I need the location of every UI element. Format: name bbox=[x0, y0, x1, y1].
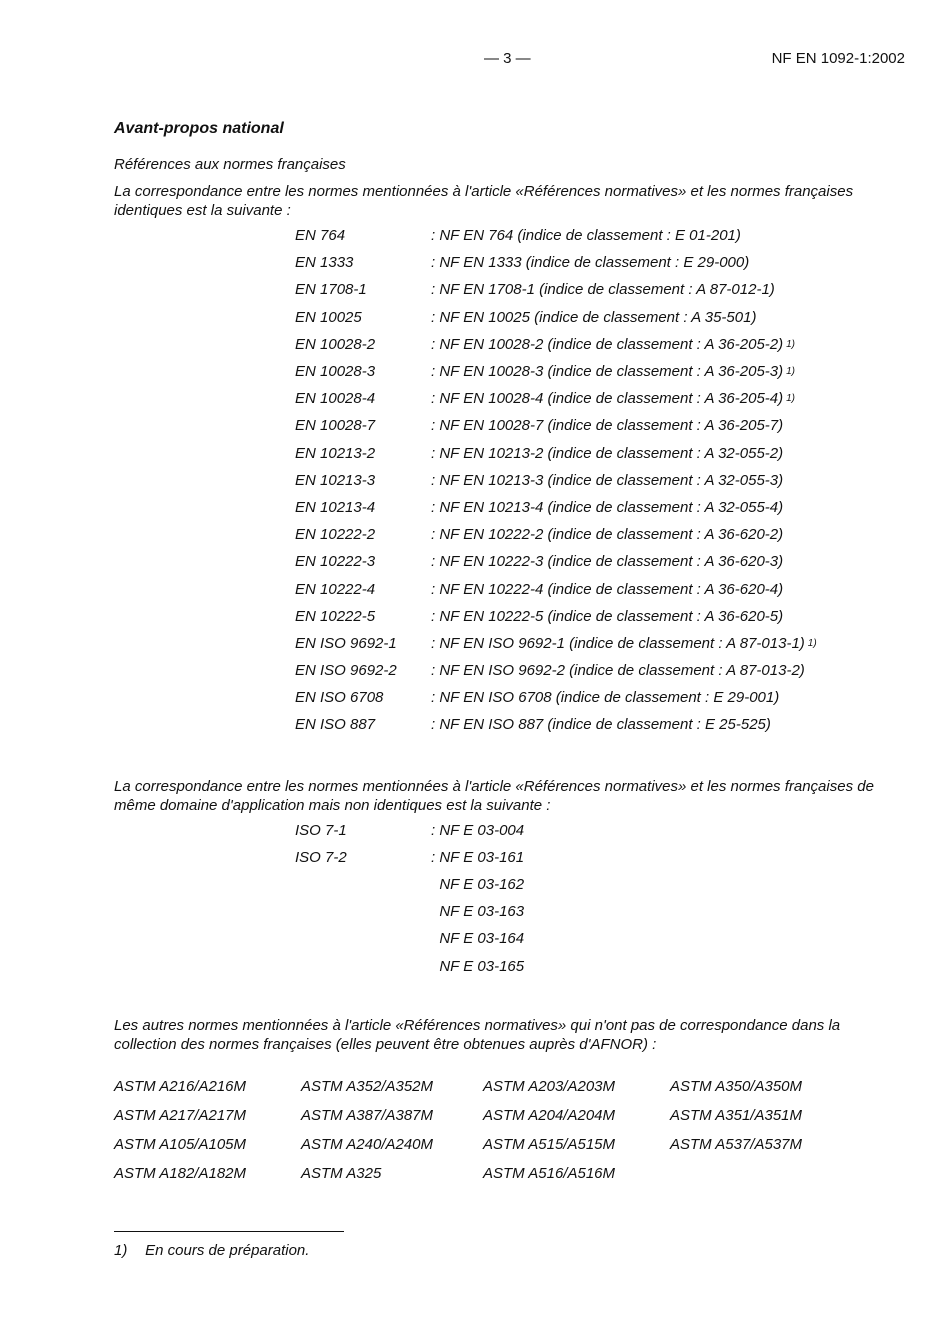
astm-standard: ASTM A387/A387M bbox=[301, 1106, 434, 1124]
french-standard-equivalent: : NF E 03-004 bbox=[431, 821, 525, 839]
european-standard-code: EN ISO 9692-2 bbox=[295, 662, 397, 680]
french-standard-equivalent: : NF EN 1333 (indice de classement : E 29-000) bbox=[431, 254, 750, 272]
european-standard-code: EN ISO 9692-1 bbox=[295, 634, 397, 652]
french-standard-equivalent: NF E 03-163 bbox=[431, 903, 525, 921]
astm-standard: ASTM A240/A240M bbox=[301, 1135, 434, 1153]
french-standard-equivalent: : NF EN 10222-3 (indice de classement : A 36-620-3) bbox=[431, 553, 784, 571]
astm-standard: ASTM A204/A204M bbox=[483, 1106, 616, 1124]
french-standard-equivalent: : NF EN 10213-2 (indice de classement : A 32-055-2) bbox=[431, 444, 784, 462]
identical-intro: La correspondance entre les normes mentionnées à l'article «Références normatives» et les normes françaises identiques est la suivante : bbox=[114, 183, 854, 219]
french-standard-equivalent: : NF EN 10028-7 (indice de classement : A 36-205-7) bbox=[431, 417, 784, 435]
french-standard-equivalent: : NF EN 10222-4 (indice de classement : A 36-620-4) bbox=[431, 580, 784, 598]
french-standard-equivalent: : NF EN ISO 6708 (indice de classement : E 29-001) bbox=[431, 689, 780, 707]
astm-standard: ASTM A105/A105M bbox=[114, 1135, 247, 1153]
european-standard-code: EN 10222-2 bbox=[295, 526, 376, 544]
reference-row bbox=[295, 898, 906, 925]
reference-row bbox=[295, 925, 906, 952]
reference-row bbox=[295, 494, 906, 521]
french-standard-equivalent: : NF EN 10222-2 (indice de classement : A 36-620-2) bbox=[431, 526, 784, 544]
page-number: — 3 — bbox=[484, 50, 531, 67]
astm-standard: ASTM A351/A351M bbox=[670, 1106, 803, 1124]
reference-row bbox=[295, 440, 906, 467]
french-standard-equivalent: : NF E 03-161 bbox=[431, 848, 525, 866]
european-standard-code: EN 10028-4 bbox=[295, 390, 376, 408]
french-standard-equivalent: : NF EN 10213-4 (indice de classement : A 32-055-4) bbox=[431, 498, 784, 516]
section-title: Avant-propos national bbox=[114, 120, 284, 137]
astm-standard: ASTM A352/A352M bbox=[301, 1077, 434, 1095]
footnote-separator bbox=[114, 1231, 344, 1232]
reference-row bbox=[295, 575, 906, 602]
reference-row bbox=[295, 657, 906, 684]
european-standard-code: EN 10222-4 bbox=[295, 580, 376, 598]
reference-row bbox=[295, 630, 906, 657]
footnote bbox=[114, 1242, 309, 1259]
reference-row bbox=[295, 817, 906, 844]
footnote-marker: 1) bbox=[786, 366, 796, 378]
reference-row bbox=[295, 222, 906, 249]
european-standard-code: ISO 7-1 bbox=[295, 821, 347, 839]
european-standard-code: EN 764 bbox=[295, 227, 346, 245]
reference-row bbox=[295, 711, 906, 738]
footnote-marker: 1) bbox=[786, 338, 796, 350]
reference-row bbox=[295, 304, 906, 331]
european-standard-code: EN 1708-1 bbox=[295, 281, 367, 299]
french-standard-equivalent: : NF EN 10028-3 (indice de classement : A 36-205-3) bbox=[431, 363, 784, 381]
reference-row bbox=[295, 684, 906, 711]
european-standard-code: EN 10222-5 bbox=[295, 607, 376, 625]
astm-standard: ASTM A350/A350M bbox=[670, 1077, 803, 1095]
european-standard-code: EN 10028-7 bbox=[295, 417, 376, 435]
french-standard-equivalent: : NF EN ISO 9692-1 (indice de classement : A 87-013-1) bbox=[431, 634, 805, 652]
astm-standard: ASTM A203/A203M bbox=[483, 1077, 616, 1095]
european-standard-code: EN 10213-3 bbox=[295, 471, 376, 489]
reference-row bbox=[295, 385, 906, 412]
european-standard-code: EN 10025 bbox=[295, 308, 362, 326]
french-standard-equivalent: : NF EN ISO 9692-2 (indice de classement : A 87-013-2) bbox=[431, 662, 805, 680]
reference-row bbox=[295, 521, 906, 548]
reference-row bbox=[295, 548, 906, 575]
french-standard-equivalent: : NF EN 1708-1 (indice de classement : A 87-012-1) bbox=[431, 281, 775, 299]
subheading: Références aux normes françaises bbox=[114, 156, 346, 173]
astm-standard bbox=[670, 1159, 830, 1188]
reference-row bbox=[295, 844, 906, 871]
european-standard-code: EN ISO 887 bbox=[295, 716, 376, 734]
french-standard-equivalent: NF E 03-165 bbox=[431, 957, 525, 975]
french-standard-equivalent: : NF EN 10028-2 (indice de classement : A 36-205-2) bbox=[431, 335, 784, 353]
french-standard-equivalent: NF E 03-164 bbox=[431, 930, 525, 948]
european-standard-code: EN 10213-2 bbox=[295, 444, 376, 462]
reference-row bbox=[295, 331, 906, 358]
european-standard-code: EN 10028-2 bbox=[295, 335, 376, 353]
reference-row bbox=[295, 249, 906, 276]
astm-standard: ASTM A325 bbox=[301, 1164, 382, 1182]
document-reference: NF EN 1092-1:2002 bbox=[771, 50, 905, 67]
european-standard-code: ISO 7-2 bbox=[295, 848, 347, 866]
european-standard-code: EN 10028-3 bbox=[295, 363, 376, 381]
footnote-number: 1) bbox=[114, 1242, 128, 1259]
reference-row bbox=[295, 603, 906, 630]
astm-standard: ASTM A537/A537M bbox=[670, 1135, 803, 1153]
european-standard-code: EN 10222-3 bbox=[295, 553, 376, 571]
reference-row bbox=[295, 276, 906, 303]
french-standard-equivalent: : NF EN 10028-4 (indice de classement : A 36-205-4) bbox=[431, 390, 784, 408]
french-standard-equivalent: : NF EN 10213-3 (indice de classement : A 32-055-3) bbox=[431, 471, 784, 489]
astm-standard: ASTM A182/A182M bbox=[114, 1164, 247, 1182]
european-standard-code: EN ISO 6708 bbox=[295, 689, 384, 707]
reference-row bbox=[295, 412, 906, 439]
footnote-text: En cours de préparation. bbox=[145, 1242, 310, 1259]
nonidentical-references-table bbox=[295, 817, 906, 980]
reference-row bbox=[295, 467, 906, 494]
european-standard-code: EN 1333 bbox=[295, 254, 354, 272]
footnote-marker: 1) bbox=[786, 393, 796, 405]
reference-row bbox=[295, 871, 906, 898]
nonidentical-intro: La correspondance entre les normes mentionnées à l'article «Références normatives» et les normes françaises de même domaine d'application mais non identiques est la suivante : bbox=[114, 777, 874, 814]
european-standard-code: EN 10213-4 bbox=[295, 498, 376, 516]
astm-standard: ASTM A515/A515M bbox=[483, 1135, 616, 1153]
other-standards-intro: Les autres normes mentionnées à l'article «Références normatives» qui n'ont pas de correspondance dans la collection des normes françaises (elles peuvent être obtenues auprès d'AFNOR) : bbox=[114, 1016, 841, 1053]
page-header bbox=[0, 50, 950, 70]
reference-row bbox=[295, 953, 906, 980]
french-standard-equivalent: : NF EN ISO 887 (indice de classement : E 25-525) bbox=[431, 716, 771, 734]
footnote-marker: 1) bbox=[807, 637, 817, 649]
astm-standard: ASTM A217/A217M bbox=[114, 1106, 247, 1124]
astm-standards-grid bbox=[114, 1072, 906, 1188]
french-standard-equivalent: NF E 03-162 bbox=[431, 876, 525, 894]
identical-references-table bbox=[295, 222, 906, 739]
french-standard-equivalent: : NF EN 10025 (indice de classement : A 35-501) bbox=[431, 308, 757, 326]
astm-standard: ASTM A516/A516M bbox=[483, 1164, 616, 1182]
main-content bbox=[114, 120, 906, 1188]
french-standard-equivalent: : NF EN 764 (indice de classement : E 01-201) bbox=[431, 227, 741, 245]
astm-standard: ASTM A216/A216M bbox=[114, 1077, 247, 1095]
reference-row bbox=[295, 358, 906, 385]
french-standard-equivalent: : NF EN 10222-5 (indice de classement : A 36-620-5) bbox=[431, 607, 784, 625]
